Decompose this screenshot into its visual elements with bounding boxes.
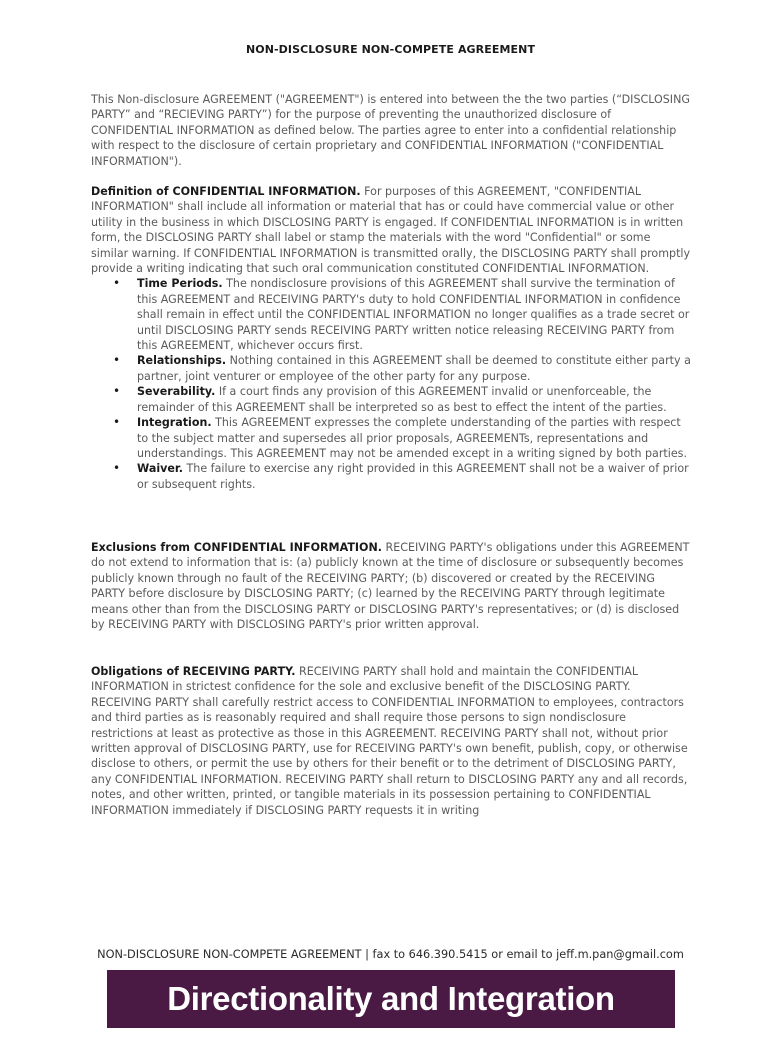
bullet-icon: • bbox=[113, 461, 121, 476]
term-text: The nondisclosure provisions of this AGREEMENT shall survive the termination of this AGREEMENT and RECEIVING PARTY's duty to hold CONFIDENTIAL INFORMATION in confidence shall remain in effect until the CONFIDENTIAL INFORMATION no longer qualifies as a trade secret or until DISCLOSING PARTY sends RECEIVING PARTY written notice releasing RECEIVING PARTY from this AGREEMENT, whichever occurs first. bbox=[137, 277, 690, 353]
term-text: If a court finds any provision of this AGREEMENT invalid or unenforceable, the remainder of this AGREEMENT shall be interpreted so as best to effect the intent of the parties. bbox=[137, 385, 667, 414]
bullet-icon: • bbox=[113, 276, 121, 291]
list-item bbox=[113, 384, 691, 415]
term-heading: Severability. bbox=[137, 385, 216, 399]
exclusions-text: RECEIVING PARTY's obligations under this AGREEMENT do not extend to information that is: (a) publicly known at the time of disclosure or subsequently becomes publicly known through no fault of the RECEIVING PARTY; (b) discovered or created by the RECEIVING PARTY before disclosure by DISCLOSING PARTY; (c) learned by the RECEIVING PARTY through legitimate means other than from the DISCLOSING PARTY or DISCLOSING PARTY's representatives; or (d) is disclosed by RECEIVING PARTY with DISCLOSING PARTY's prior written approval. bbox=[91, 541, 690, 632]
term-heading: Relationships. bbox=[137, 354, 227, 368]
list-item bbox=[113, 415, 691, 461]
list-item bbox=[113, 461, 691, 492]
definition-text: For purposes of this AGREEMENT, "CONFIDENTIAL INFORMATION" shall include all information or material that has or could have commercial value or other utility in the business in which DISCLOSING PARTY is engaged. If CONFIDENTIAL INFORMATION is in written form, the DISCLOSING PARTY shall label or stamp the materials with the word "Confidential" or some similar warning. If CONFIDENTIAL INFORMATION is transmitted orally, the DISCLOSING PARTY shall promptly provide a writing indicating that such oral communication constituted CONFIDENTIAL INFORMATION. bbox=[91, 185, 691, 276]
list-item bbox=[113, 353, 691, 384]
bullet-icon: • bbox=[113, 384, 121, 399]
document-title: NON-DISCLOSURE NON-COMPETE AGREEMENT bbox=[245, 43, 536, 56]
bullet-icon: • bbox=[113, 415, 121, 430]
caption-text: Directionality and Integration bbox=[167, 980, 615, 1017]
caption-banner bbox=[107, 970, 675, 1028]
document-footer: NON-DISCLOSURE NON-COMPETE AGREEMENT | fax to 646.390.5415 or email to jeff.m.pan@gmail.com bbox=[97, 948, 684, 961]
term-text: Nothing contained in this AGREEMENT shall be deemed to constitute either party a partner, joint venturer or employee of the other party for any purpose. bbox=[137, 354, 691, 383]
obligations-heading: Obligations of RECEIVING PARTY. bbox=[91, 665, 296, 678]
term-text: This AGREEMENT expresses the complete understanding of the parties with respect to the subject matter and supersedes all prior proposals, AGREEMENTs, representations and understandings. This AGREEMENT may not be amended except in a writing signed by both parties. bbox=[137, 416, 687, 460]
obligations-text: RECEIVING PARTY shall hold and maintain the CONFIDENTIAL INFORMATION in strictest confidence for the sole and exclusive benefit of the DISCLOSING PARTY. RECEIVING PARTY shall carefully restrict access to CONFIDENTIAL INFORMATION to employees, contractors and third parties as is reasonably required and shall require those persons to sign nondisclosure restrictions at least as protective as those in this AGREEMENT. RECEIVING PARTY shall not, without prior written approval of DISCLOSING PARTY, use for RECEIVING PARTY's own benefit, publish, copy, or otherwise disclose to others, or permit the use by others for their benefit or to the detriment of DISCLOSING PARTY, any CONFIDENTIAL INFORMATION. RECEIVING PARTY shall return to DISCLOSING PARTY any and all records, notes, and other written, printed, or tangible materials in its possession pertaining to CONFIDENTIAL INFORMATION immediately if DISCLOSING PARTY requests it in writing bbox=[91, 665, 688, 817]
term-heading: Waiver. bbox=[137, 462, 183, 476]
terms-list bbox=[91, 276, 691, 492]
definition-paragraph bbox=[91, 184, 691, 276]
list-item bbox=[113, 276, 691, 353]
bullet-icon: • bbox=[113, 353, 121, 368]
obligations-paragraph bbox=[91, 664, 691, 818]
definition-section bbox=[91, 184, 691, 492]
term-text: The failure to exercise any right provided in this AGREEMENT shall not be a waiver of prior or subsequent rights. bbox=[137, 462, 689, 491]
definition-heading: Definition of CONFIDENTIAL INFORMATION. bbox=[91, 185, 361, 198]
term-heading: Time Periods. bbox=[137, 277, 223, 291]
intro-paragraph: This Non-disclosure AGREEMENT ("AGREEMENT") is entered into between the the two parties (“DISCLOSING PARTY” and “RECIEVING PARTY”) for the purpose of preventing the unauthorized disclosure of CONFIDENTIAL INFORMATION as defined below. The parties agree to enter into a confidential relationship with respect to the disclosure of certain proprietary and CONFIDENTIAL INFORMATION ("CONFIDENTIAL INFORMATION"). bbox=[91, 93, 690, 168]
exclusions-paragraph bbox=[91, 540, 691, 632]
term-heading: Integration. bbox=[137, 416, 212, 430]
exclusions-heading: Exclusions from CONFIDENTIAL INFORMATION. bbox=[91, 541, 382, 554]
